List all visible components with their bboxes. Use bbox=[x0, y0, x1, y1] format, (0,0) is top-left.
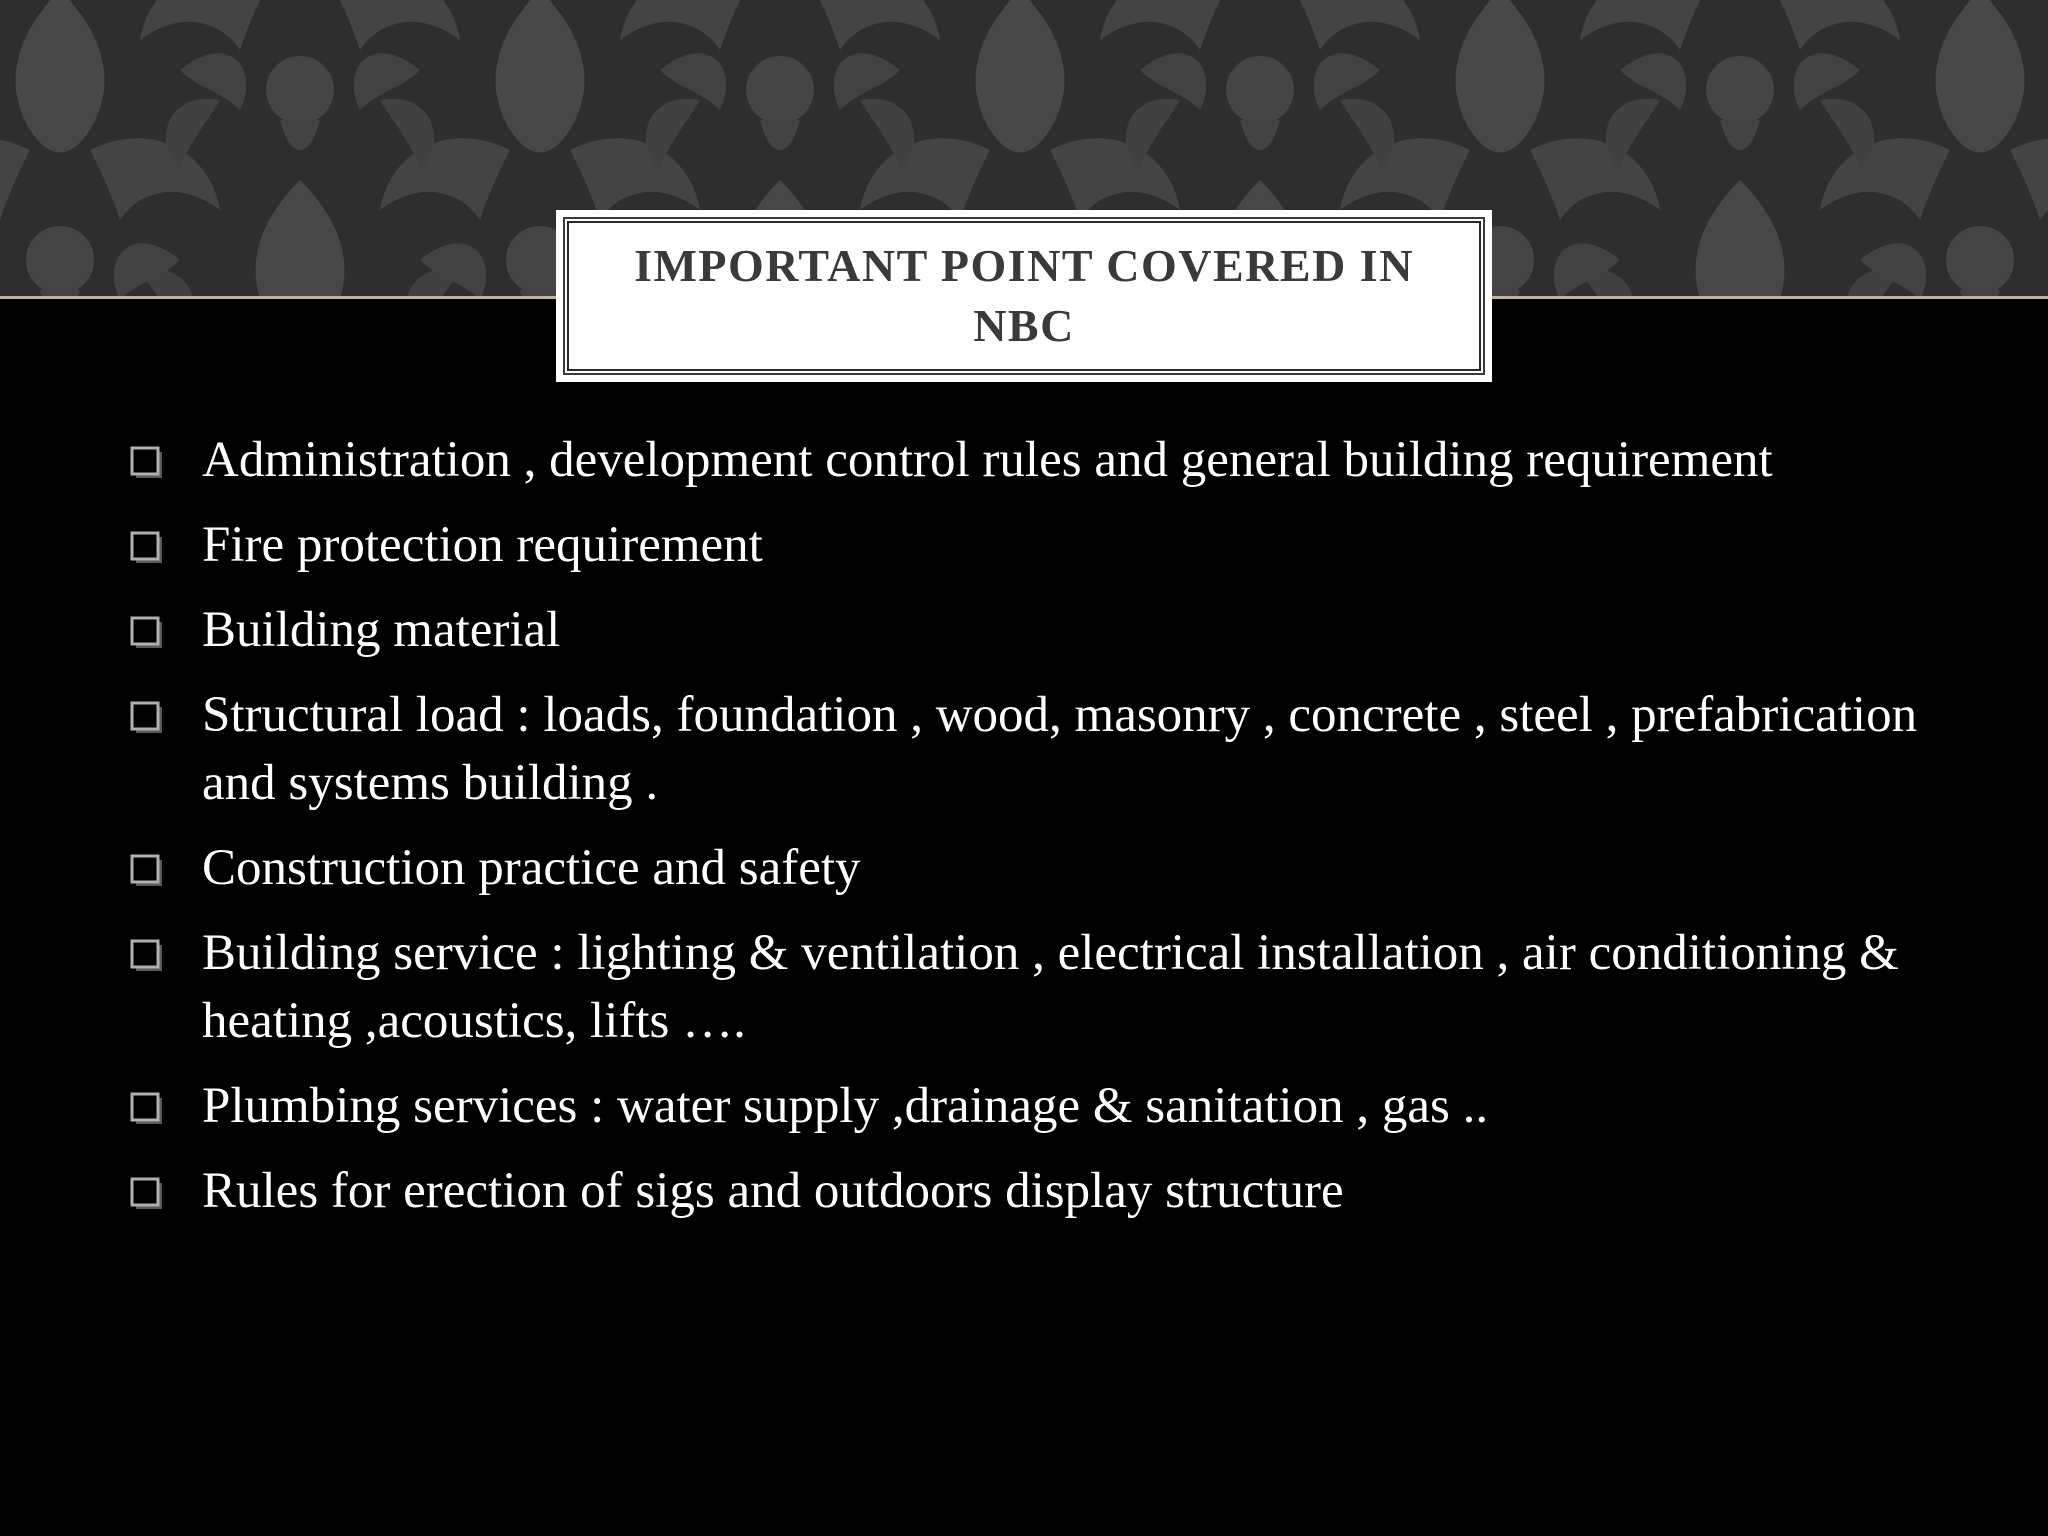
bullet-item bbox=[126, 1072, 1926, 1140]
title-box bbox=[556, 210, 1492, 382]
bullet-text: Plumbing services : water supply ,drainage & sanitation , gas .. bbox=[202, 1078, 1489, 1134]
bullet-text: Administration , development control rules and general building requirement bbox=[202, 432, 1773, 488]
bullet-text: Rules for erection of sigs and outdoors display structure bbox=[202, 1163, 1344, 1219]
bullet-text: Fire protection requirement bbox=[202, 517, 763, 573]
bullet-item bbox=[126, 511, 1926, 579]
bullet-text: Building material bbox=[202, 602, 561, 658]
bullet-list bbox=[126, 426, 1926, 1242]
bullet-text: Structural load : loads, foundation , wood, masonry , concrete , steel , prefabrication and systems building . bbox=[202, 687, 1918, 811]
bullet-item bbox=[126, 596, 1926, 664]
bullet-item bbox=[126, 426, 1926, 494]
checkbox-outline-icon bbox=[130, 701, 164, 735]
bullet-text: Construction practice and safety bbox=[202, 840, 861, 896]
slide-title: IMPORTANT POINT COVERED IN NBC bbox=[634, 240, 1414, 351]
bullet-item bbox=[126, 834, 1926, 902]
checkbox-outline-icon bbox=[130, 616, 164, 650]
checkbox-outline-icon bbox=[130, 854, 164, 888]
checkbox-outline-icon bbox=[130, 1092, 164, 1126]
bullet-item bbox=[126, 681, 1926, 817]
bullet-item bbox=[126, 919, 1926, 1055]
bullet-text: Building service : lighting & ventilation , electrical installation , air conditioning & heating ,acoustics, lifts …. bbox=[202, 925, 1899, 1049]
checkbox-outline-icon bbox=[130, 446, 164, 480]
checkbox-outline-icon bbox=[130, 1177, 164, 1211]
checkbox-outline-icon bbox=[130, 531, 164, 565]
bullet-item bbox=[126, 1157, 1926, 1225]
checkbox-outline-icon bbox=[130, 939, 164, 973]
